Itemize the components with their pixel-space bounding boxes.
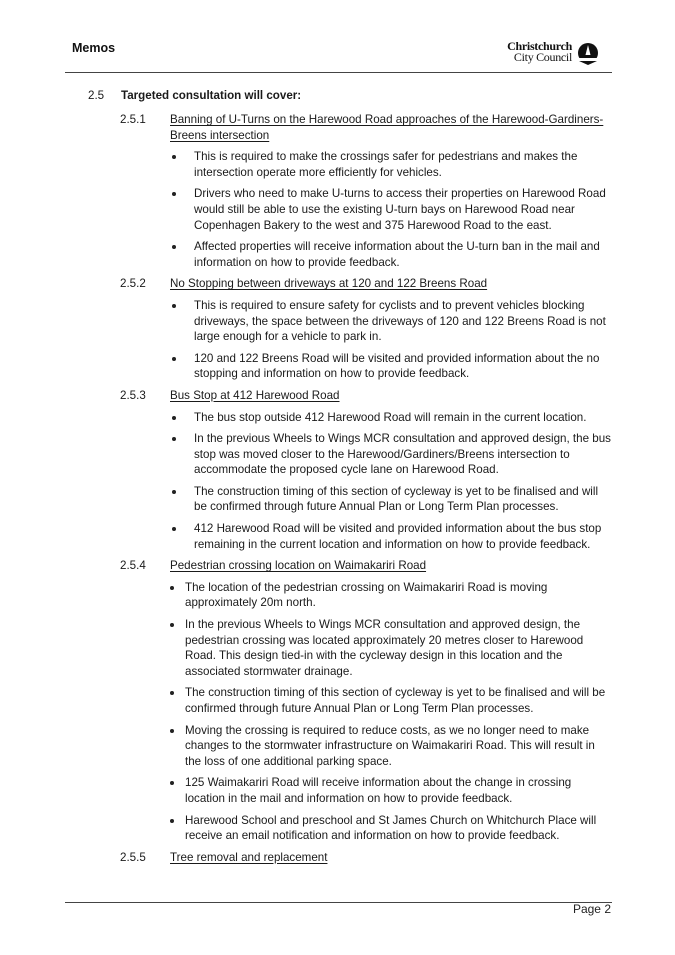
subsection — [0, 276, 675, 382]
bullet-text: This is required to make the crossings safer for pedestrians and makes the intersection operate more efficiently for vehicles. — [194, 150, 578, 179]
bullet-icon — [172, 245, 176, 249]
subsection-number: 2.5.4 — [120, 559, 146, 573]
bullet-icon — [170, 691, 174, 695]
bullet-text: In the previous Wheels to Wings MCR consultation and approved design, the pedestrian crossing was located approximately 20 metres closer to Harewood Road. This design tied-in with the cycleway design in this location and the associated stormwater drainage. — [185, 618, 584, 678]
bullet-icon — [170, 819, 174, 823]
subsection-heading — [0, 850, 675, 866]
bullet-text: The bus stop outside 412 Harewood Road will remain in the current location. — [194, 410, 587, 424]
bullet-text: This is required to ensure safety for cyclists and to prevent vehicles blocking driveways, the space between the driveways of 120 and 122 Breens Road is not large enough for a vehicle to park in. — [194, 298, 606, 344]
list-item — [0, 617, 675, 679]
memo-body — [0, 88, 675, 865]
subsection-heading — [0, 558, 675, 574]
subsection — [0, 112, 675, 270]
bullet-icon — [172, 155, 176, 159]
subsection — [0, 850, 675, 866]
list-item — [0, 723, 675, 770]
subsection-heading — [0, 388, 675, 404]
section-heading — [0, 88, 675, 106]
bullet-text: Affected properties will receive information about the U-turn ban in the mail and information on how to provide feedback. — [194, 240, 600, 269]
bullet-text: The construction timing of this section of cycleway is yet to be finalised and will be confirmed through future Annual Plan or Long Term Plan processes. — [194, 484, 599, 514]
bullet-text: Harewood School and preschool and St James Church on Whitchurch Place will receive an email notification and information on how to provide feedback. — [185, 813, 597, 843]
logo-text — [507, 41, 572, 63]
bullet-icon — [172, 416, 176, 420]
council-logo — [498, 41, 602, 69]
bullet-icon — [170, 781, 174, 785]
subsection-heading — [0, 276, 675, 292]
section-title: Targeted consultation will cover: — [121, 89, 302, 102]
page-number: Page 2 — [572, 902, 611, 916]
list-item — [0, 239, 675, 270]
bullet-text: The construction timing of this section of cycleway is yet to be finalised and will be confirmed through future Annual Plan or Long Term Plan processes. — [185, 686, 606, 715]
bullet-text: In the previous Wheels to Wings MCR consultation and approved design, the bus stop was moved closer to the Harewood/Gardiners/Breens intersection to accommodate the proposed cycle lane on Harewood Road. — [194, 432, 611, 477]
bullet-list — [0, 580, 675, 844]
bullet-icon — [170, 729, 174, 733]
list-item — [0, 484, 675, 515]
bullet-list — [0, 149, 675, 270]
header-divider — [65, 72, 612, 73]
subsection-title: No Stopping between driveways at 120 and 122 Breens Road — [170, 277, 488, 291]
subsection — [0, 558, 675, 844]
list-item — [0, 580, 675, 611]
subsection-number: 2.5.2 — [120, 277, 146, 291]
logo-line-1: Christchurch — [507, 39, 572, 53]
bullet-icon — [172, 527, 176, 531]
bullet-icon — [170, 623, 174, 627]
subsection-title: Bus Stop at 412 Harewood Road — [170, 388, 340, 402]
subsection-title: Banning of U-Turns on the Harewood Road approaches of the Harewood-Gardiners-Breens intersection — [170, 113, 604, 142]
bullet-icon — [172, 437, 176, 441]
bullet-icon — [172, 304, 176, 308]
subsection-number: 2.5.3 — [120, 388, 146, 402]
bullet-list — [0, 410, 675, 553]
subsection — [0, 388, 675, 552]
bullet-text: Moving the crossing is required to reduce costs, as we no longer need to make changes to the stormwater infrastructure on Waimakariri Road. This will result in the loss of one additional parking space. — [185, 723, 595, 768]
bullet-text: 412 Harewood Road will be visited and provided information about the bus stop remaining in the current location and information on how to provide feedback. — [194, 522, 602, 551]
subsection-number: 2.5.1 — [120, 113, 146, 126]
header-title: Memos — [72, 41, 116, 55]
bullet-list — [0, 298, 675, 382]
subsection-heading — [0, 112, 675, 143]
list-item — [0, 431, 675, 478]
list-item — [0, 775, 675, 806]
list-item — [0, 410, 675, 426]
subsection-title: Pedestrian crossing location on Waimakariri Road — [170, 559, 427, 573]
bullet-text: The location of the pedestrian crossing on Waimakariri Road is moving approximately 20m north. — [185, 580, 548, 610]
list-item — [0, 186, 675, 233]
list-item — [0, 149, 675, 180]
bullet-icon — [172, 357, 176, 361]
bullet-icon — [170, 586, 174, 590]
list-item — [0, 685, 675, 716]
logo-line-2: City Council — [513, 50, 572, 64]
list-item — [0, 813, 675, 844]
footer-divider — [65, 902, 612, 903]
cathedral-logo-icon — [576, 42, 600, 66]
bullet-text: Drivers who need to make U-turns to access their properties on Harewood Road would still be able to use the existing U-turn bays on Harewood Road near Copenhagen Bakery to the west and 375 Harewood Road to the east. — [194, 187, 606, 232]
bullet-icon — [172, 192, 176, 196]
bullet-icon — [172, 490, 176, 494]
list-item — [0, 351, 675, 382]
list-item — [0, 521, 675, 552]
subsection-number: 2.5.5 — [120, 850, 146, 864]
list-item — [0, 298, 675, 345]
bullet-text: 120 and 122 Breens Road will be visited and provided information about the no stopping and information on how to provide feedback. — [194, 351, 600, 381]
bullet-text: 125 Waimakariri Road will receive information about the change in crossing location in the mail and information on how to provide feedback. — [185, 776, 572, 805]
section-number: 2.5 — [88, 89, 105, 102]
subsection-title: Tree removal and replacement — [170, 850, 328, 864]
subsection-list — [0, 112, 675, 865]
